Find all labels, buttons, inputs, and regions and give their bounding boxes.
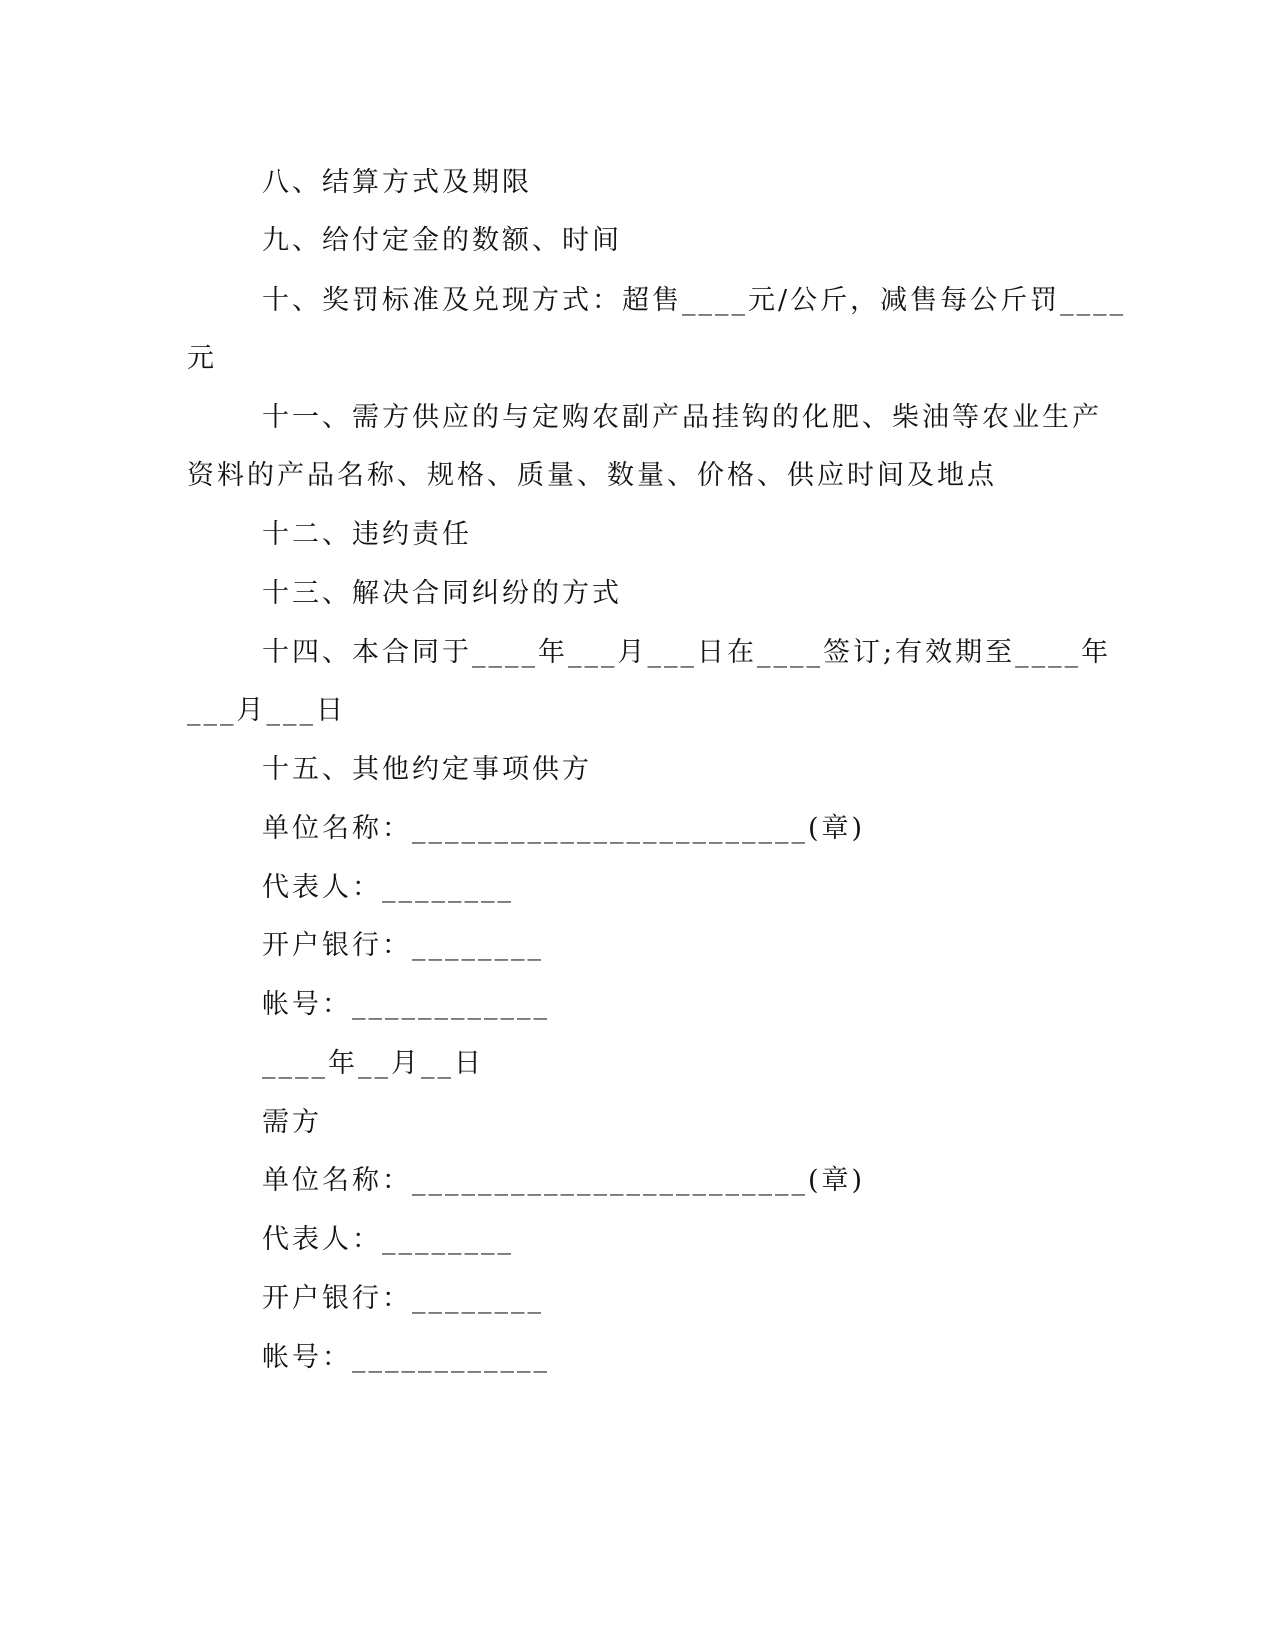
buyer-unit-name: 单位名称：________________________(章) bbox=[262, 1165, 866, 1196]
clause-15: 十五、其他约定事项供方 bbox=[262, 754, 592, 785]
supplier-bank: 开户银行：________ bbox=[262, 930, 544, 961]
supplier-unit-name: 单位名称：________________________(章) bbox=[262, 813, 866, 844]
clause-10: 十、奖罚标准及兑现方式：超售____元/公斤，减售每公斤罚____ bbox=[262, 285, 1127, 316]
buyer-representative: 代表人：________ bbox=[262, 1224, 514, 1255]
clause-12: 十二、违约责任 bbox=[262, 519, 472, 550]
clause-11-continued: 资料的产品名称、规格、质量、数量、价格、供应时间及地点 bbox=[187, 460, 997, 491]
clause-14: 十四、本合同于____年___月___日在____签订;有效期至____年 bbox=[262, 637, 1112, 668]
supplier-representative: 代表人：________ bbox=[262, 872, 514, 903]
clause-13: 十三、解决合同纠纷的方式 bbox=[262, 578, 622, 609]
supplier-account: 帐号：____________ bbox=[262, 989, 550, 1020]
clause-11: 十一、需方供应的与定购农副产品挂钩的化肥、柴油等农业生产 bbox=[262, 402, 1102, 433]
clause-14-continued: ___月___日 bbox=[187, 695, 346, 726]
clause-8: 八、结算方式及期限 bbox=[262, 167, 532, 198]
clause-10-continued: 元 bbox=[187, 343, 217, 374]
buyer-account: 帐号：____________ bbox=[262, 1342, 550, 1373]
clause-9: 九、给付定金的数额、时间 bbox=[262, 225, 622, 256]
buyer-heading: 需方 bbox=[262, 1107, 322, 1138]
buyer-bank: 开户银行：________ bbox=[262, 1283, 544, 1314]
supplier-date: ____年__月__日 bbox=[262, 1048, 484, 1079]
